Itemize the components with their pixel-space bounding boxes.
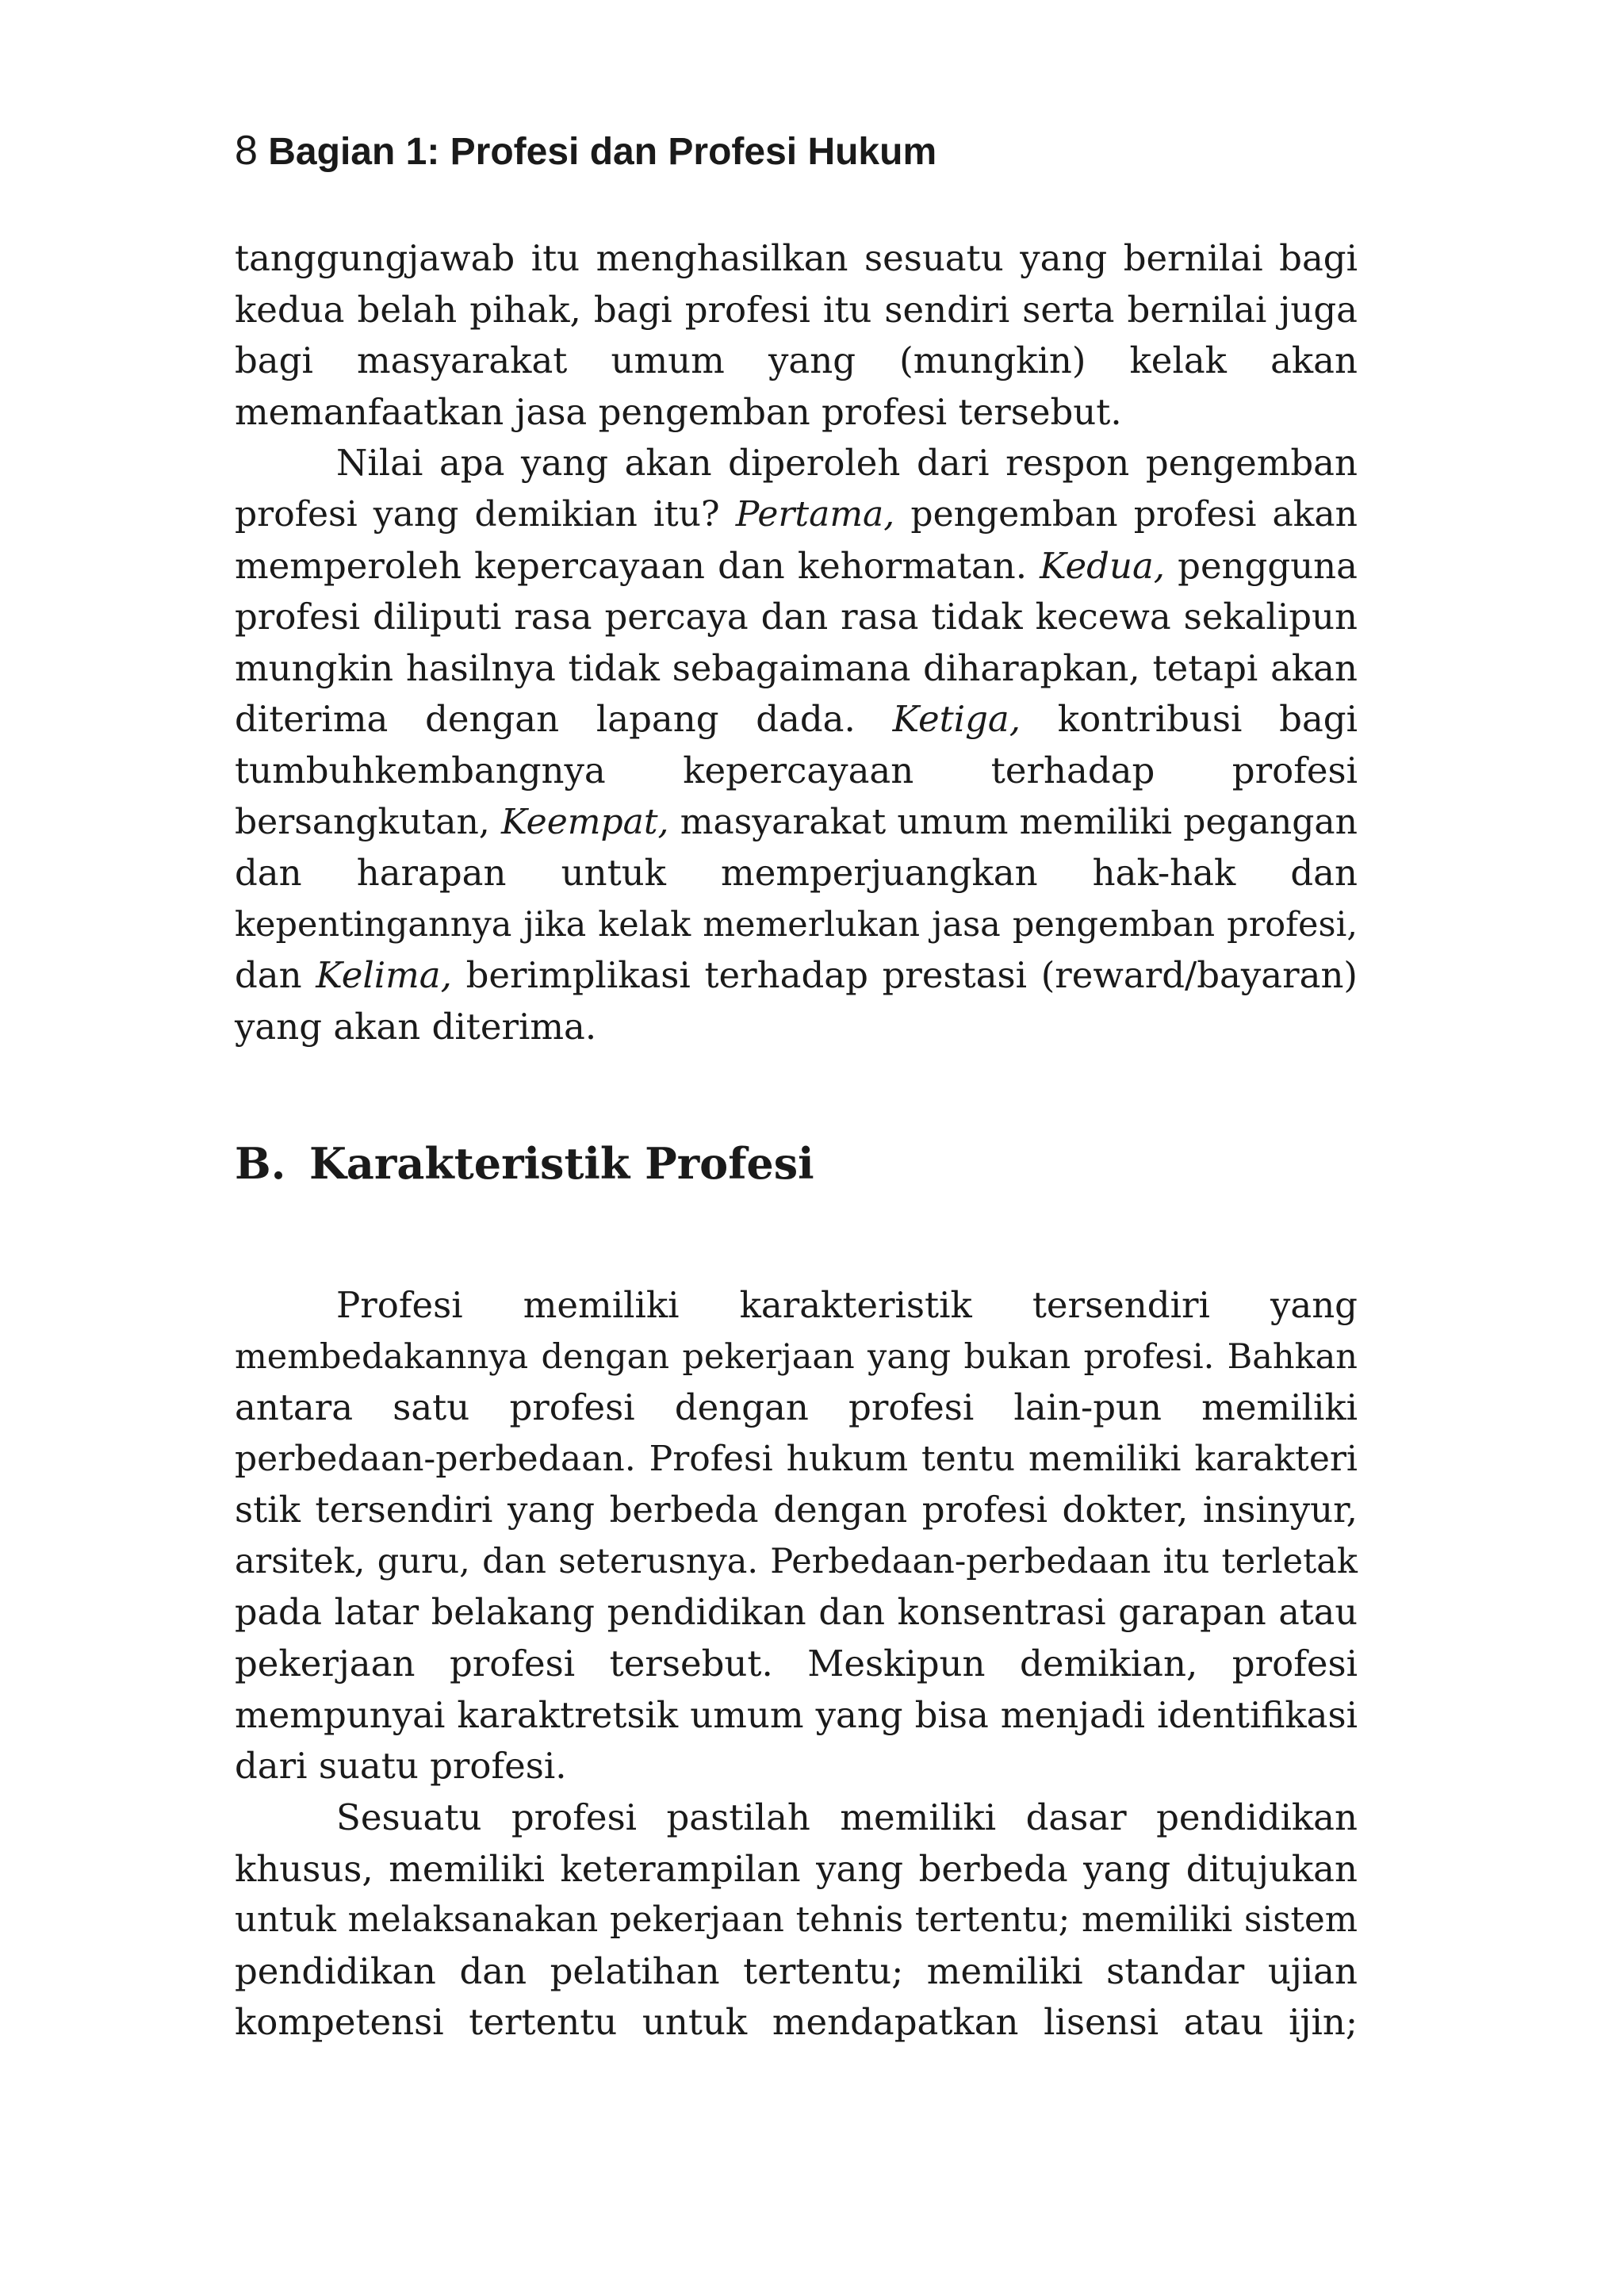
text-line: tumbuhkembangnya kepercayaan terhadap profesi bbox=[235, 749, 1358, 792]
section-title: Karakteristik Profesi bbox=[309, 1138, 814, 1189]
text-line: dan harapan untuk memperjuangkan hak-hak dan bbox=[235, 852, 1358, 895]
text-line: antara satu profesi dengan profesi lain-pun memiliki bbox=[235, 1386, 1358, 1429]
paragraph-2 bbox=[235, 438, 1358, 1052]
emphasis-ketiga: Ketiga, bbox=[892, 698, 1021, 741]
text-line: membedakannya dengan pekerjaan yang bukan profesi. Bahkan bbox=[235, 1336, 1358, 1377]
text-line: kompetensi tertentu untuk mendapatkan lisensi atau ijin; bbox=[235, 2001, 1358, 2044]
text-line: pada latar belakang pendidikan dan konsentrasi garapan atau bbox=[235, 1592, 1358, 1633]
text-line: profesi yang demikian itu? Pertama, pengemban profesi akan bbox=[235, 493, 1358, 535]
emphasis-keempat: Keempat, bbox=[500, 801, 669, 842]
body-text-top bbox=[235, 233, 1358, 1053]
text-line: Nilai apa yang akan diperoleh dari respon pengemban bbox=[336, 442, 1358, 485]
text-line: yang akan diterima. bbox=[235, 1005, 597, 1048]
emphasis-pertama: Pertama, bbox=[735, 493, 895, 535]
text-line: mempunyai karaktretsik umum yang bisa menjadi identifikasi bbox=[235, 1693, 1358, 1736]
paragraph-4 bbox=[235, 1792, 1358, 2049]
text-line: kedua belah pihak, bagi profesi itu sendiri serta bernilai juga bbox=[235, 288, 1358, 331]
text-line: diterima dengan lapang dada. Ketiga, kontribusi bagi bbox=[235, 698, 1358, 741]
text-line: bagi masyarakat umum yang (mungkin) kelak akan bbox=[235, 339, 1358, 382]
text-line: bersangkutan, Keempat, masyarakat umum memiliki pegangan bbox=[235, 801, 1358, 842]
text-line: dari suatu profesi. bbox=[235, 1745, 567, 1788]
text-line: perbedaan-perbedaan. Profesi hukum tentu memiliki karakteri bbox=[235, 1438, 1358, 1479]
running-header bbox=[235, 127, 936, 176]
paragraph-3 bbox=[235, 1280, 1358, 1792]
text-line: stik tersendiri yang berbeda dengan profesi dokter, insinyur, bbox=[235, 1489, 1358, 1531]
text-line: tanggungjawab itu menghasilkan sesuatu yang bernilai bagi bbox=[235, 237, 1358, 279]
text-line: mungkin hasilnya tidak sebagaimana diharapkan, tetapi akan bbox=[235, 646, 1358, 689]
running-title: Bagian 1: Profesi dan Profesi Hukum bbox=[268, 131, 937, 173]
text-line: memanfaatkan jasa pengemban profesi tersebut. bbox=[235, 390, 1122, 433]
emphasis-kelima: Kelima, bbox=[316, 954, 452, 997]
emphasis-kedua: Kedua, bbox=[1040, 544, 1166, 587]
text-line: Profesi memiliki karakteristik tersendiri yang bbox=[336, 1284, 1358, 1326]
paragraph-1 bbox=[235, 233, 1358, 438]
text-line: arsitek, guru, dan seterusnya. Perbedaan-perbedaan itu terletak bbox=[235, 1541, 1358, 1581]
text-line: untuk melaksanakan pekerjaan tehnis tertentu; memiliki sistem bbox=[235, 1900, 1358, 1941]
body-text-bottom bbox=[235, 1280, 1358, 2049]
text-line: memperoleh kepercayaan dan kehormatan. Kedua, pengguna bbox=[235, 544, 1358, 587]
text-line: pekerjaan profesi tersebut. Meskipun demikian, profesi bbox=[235, 1642, 1358, 1685]
text-line: dan Kelima, berimplikasi terhadap prestasi (reward/bayaran) bbox=[235, 954, 1358, 997]
text-line: profesi diliputi rasa percaya dan rasa tidak kecewa sekalipun bbox=[235, 596, 1358, 638]
section-heading bbox=[235, 1136, 814, 1191]
text-line: Sesuatu profesi pastilah memiliki dasar pendidikan bbox=[336, 1796, 1358, 1838]
section-letter: B. bbox=[235, 1138, 286, 1189]
text-line: pendidikan dan pelatihan tertentu; memiliki standar ujian bbox=[235, 1949, 1358, 1992]
text-line: khusus, memiliki keterampilan yang berbeda yang ditujukan bbox=[235, 1847, 1358, 1890]
page-number: 8 bbox=[235, 128, 258, 174]
text-line: kepentingannya jika kelak memerlukan jasa pengemban profesi, bbox=[235, 904, 1358, 945]
